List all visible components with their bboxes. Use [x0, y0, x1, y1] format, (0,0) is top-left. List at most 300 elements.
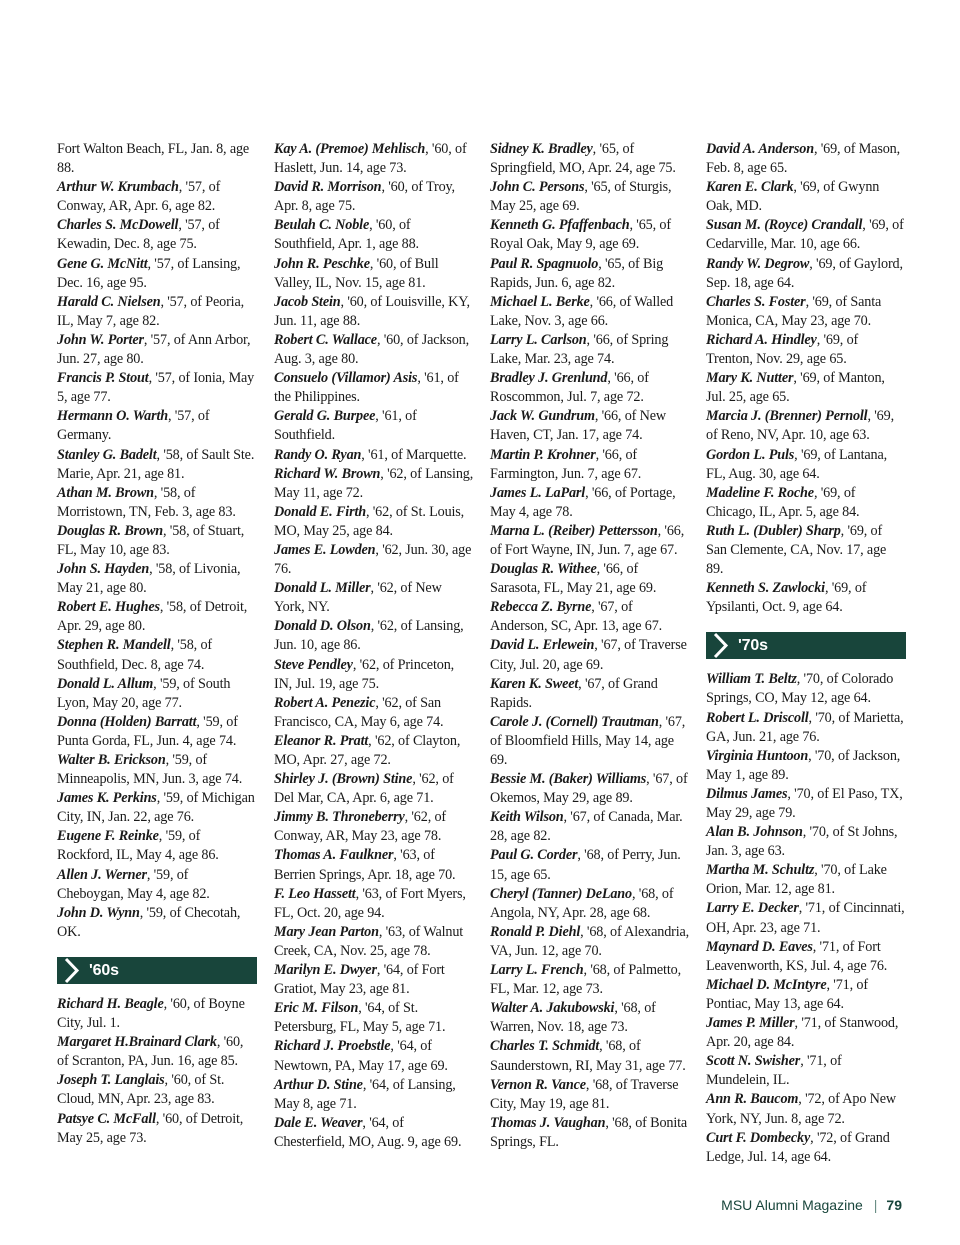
obituary-details: , '66, of Walled Lake, Nov. 3, age 66.: [490, 293, 674, 329]
alumni-name: Thomas A. Faulkner: [274, 847, 394, 864]
column-4: [706, 140, 906, 1167]
obituary-entry: [706, 823, 906, 861]
alumni-name: Alan B. Johnson: [706, 824, 803, 841]
obituary-entry: [274, 732, 474, 770]
alumni-name: Gordon L. Puls: [706, 446, 795, 463]
obituary-details: , '59, of Punta Gorda, FL, Jun. 4, age 74.: [57, 713, 238, 749]
alumni-name: Dilmus James: [706, 785, 788, 802]
obituary-details: , '62, of Lansing, May 11, age 72.: [274, 465, 474, 501]
obituary-entry: [490, 675, 690, 713]
obituary-details: , '57, of Lansing, Dec. 16, age 95.: [57, 255, 241, 291]
obituary-details: , '69, of Gwynn Oak, MD.: [706, 179, 880, 215]
obituary-details: , '68, of Angola, NY, Apr. 28, age 68.: [490, 885, 674, 921]
obituary-details: , '64, of Lansing, May 8, age 71.: [274, 1076, 456, 1112]
obituary-entry: [57, 484, 257, 522]
alumni-name: Karen K. Sweet: [490, 675, 579, 692]
obituary-entry: [490, 484, 690, 522]
obituary-details: , '66, of Fort Wayne, IN, Jun. 7, age 67.: [490, 522, 685, 558]
obituary-details: , '64, of St. Petersburg, FL, May 5, age 71.: [274, 1000, 446, 1036]
obituary-details: , '58, of Morristown, TN, Feb. 3, age 83.: [57, 484, 236, 520]
obituary-details: , '60, of Jackson, Aug. 3, age 80.: [274, 331, 469, 368]
alumni-name: Bradley J. Grenlund: [490, 370, 608, 387]
alumni-name: Shirley J. (Brown) Stine: [274, 771, 413, 788]
alumni-name: Paul R. Spagnuolo: [490, 255, 599, 272]
obituary-details: , '62, of Lansing, Jun. 10, age 86.: [274, 618, 464, 654]
obituary-details: , '59, of Rockford, IL, May 4, age 86.: [57, 828, 219, 864]
alumni-name: Gene G. McNitt: [57, 255, 148, 272]
alumni-name: Arthur W. Krumbach: [57, 179, 179, 196]
obituary-entry: [706, 369, 906, 407]
obituary-entry: [274, 446, 474, 465]
obituary-list-mid-60s: [490, 140, 690, 1152]
obituary-details: , '60, of Haslett, Jun. 14, age 73.: [274, 141, 467, 177]
obituary-entry: [490, 808, 690, 846]
obituary-details: , '68, of Alexandria, VA, Jun. 12, age 70.: [490, 923, 690, 959]
obituary-entry: [57, 995, 257, 1033]
alumni-name: Michael L. Berke: [490, 293, 590, 310]
obituary-details: , '64, of Chesterfield, MO, Aug. 9, age 69.: [274, 1114, 462, 1150]
alumni-name: Richard H. Beagle: [57, 995, 164, 1012]
alumni-name: Robert C. Wallace: [274, 331, 377, 348]
alumni-name: Larry E. Decker: [706, 900, 799, 917]
column-1: [57, 140, 257, 1148]
obituary-details: , '60, of Scranton, PA, Jun. 16, age 85.: [57, 1034, 244, 1070]
section-heading-label: '70s: [738, 637, 768, 655]
obituary-entry: [57, 751, 257, 789]
alumni-name: Donna (Holden) Barratt: [57, 713, 197, 730]
obituary-entry: [490, 770, 690, 808]
obituary-details: , '60, of Boyne City, Jul. 1.: [57, 995, 245, 1032]
alumni-name: Donald D. Olson: [274, 618, 371, 635]
alumni-name: David R. Morrison: [274, 179, 382, 196]
alumni-name: Francis P. Stout: [57, 370, 149, 387]
obituary-details: , '62, of New York, NY.: [274, 580, 442, 616]
obituary-details: , '62, of Princeton, IN, Jul. 19, age 75.: [274, 656, 455, 692]
obituary-details: , '61, of Marquette.: [361, 446, 467, 463]
obituary-details: , '71, of Cincinnati, OH, Apr. 23, age 71.: [706, 900, 905, 936]
alumni-name: Eleanor R. Pratt: [274, 732, 369, 749]
obituary-entry: [706, 579, 906, 617]
alumni-name: Jacob Stein: [274, 293, 341, 310]
obituary-entry: [274, 617, 474, 655]
obituary-entry: [274, 885, 474, 923]
alumni-name: David A. Anderson: [706, 141, 814, 157]
alumni-name: James E. Lowden: [274, 541, 376, 558]
alumni-name: Ruth L. (Dubler) Sharp: [706, 522, 841, 539]
obituary-entry: [274, 255, 474, 293]
alumni-name: Karen E. Clark: [706, 179, 794, 196]
alumni-name: Ann R. Baucom: [706, 1091, 799, 1108]
alumni-name: Thomas J. Vaughan: [490, 1114, 606, 1131]
obituary-entry: [57, 713, 257, 751]
obituary-entry: [57, 560, 257, 598]
obituary-entry: [57, 1071, 257, 1109]
obituary-details: , '72, of Apo New York, NY, Jun. 8, age 72.: [706, 1091, 897, 1127]
obituary-entry: [57, 1033, 257, 1071]
alumni-name: Walter A. Jakubowski: [490, 1000, 615, 1017]
obituary-entry: [274, 503, 474, 541]
magazine-title: MSU Alumni Magazine: [721, 1197, 863, 1213]
obituary-entry: [706, 747, 906, 785]
alumni-name: Donald E. Firth: [274, 503, 366, 520]
obituary-details: , '69, of Ypsilanti, Oct. 9, age 64.: [706, 580, 867, 616]
obituary-entry: [274, 465, 474, 503]
obituary-entry: [706, 899, 906, 937]
obituary-details: , '62, of Del Mar, CA, Apr. 6, age 71.: [274, 771, 454, 807]
obituary-entry: [706, 331, 906, 369]
obituary-entry: [274, 541, 474, 579]
obituary-entry: [706, 1129, 906, 1167]
obituary-entry: [490, 885, 690, 923]
alumni-name: Paul G. Corder: [490, 847, 578, 864]
alumni-name: Charles T. Schmidt: [490, 1038, 600, 1055]
alumni-name: John C. Persons: [490, 179, 585, 196]
obituary-details: , '68, of Perry, Jun. 15, age 65.: [490, 847, 681, 883]
obituary-details: , '59, of Michigan City, IN, Jan. 22, age 76.: [57, 790, 255, 826]
obituary-details: , '67, of Okemos, May 29, age 89.: [490, 771, 688, 807]
obituary-details: , '66, of Portage, May 4, age 78.: [490, 484, 676, 520]
obituary-entry: [490, 923, 690, 961]
alumni-name: John D. Wynn: [57, 904, 140, 921]
alumni-name: Larry L. Carlson: [490, 331, 587, 348]
obituary-entry: [57, 293, 257, 331]
alumni-name: Kay A. (Premoe) Mehlisch: [274, 141, 426, 157]
alumni-name: Cheryl (Tanner) DeLano: [490, 885, 632, 902]
obituary-details: , '62, of Conway, AR, May 23, age 78.: [274, 809, 447, 845]
alumni-name: Richard W. Brown: [274, 465, 381, 482]
obituary-details: , '62, Jun. 30, age 76.: [274, 541, 472, 578]
alumni-name: Curt F. Dombecky: [706, 1129, 811, 1146]
section-heading-60s: [57, 957, 257, 984]
obituary-entry: [274, 331, 474, 369]
obituary-details: , '70, of St Johns, Jan. 3, age 63.: [706, 824, 898, 860]
obituary-entry: [490, 446, 690, 484]
obituary-entry: [706, 709, 906, 747]
alumni-name: Ronald P. Diehl: [490, 923, 581, 940]
alumni-name: F. Leo Hassett: [274, 885, 356, 902]
obituary-entry: [274, 846, 474, 884]
obituary-details: , '67, of Canada, Mar. 28, age 82.: [490, 809, 683, 845]
obituary-details: , '67, of Traverse City, Jul. 20, age 69.: [490, 637, 687, 673]
obituary-details: , '62, of St. Louis, MO, May 25, age 84.: [274, 503, 465, 539]
obituary-details: , '71, of Mundelein, IL.: [706, 1053, 842, 1089]
obituary-entry: [57, 331, 257, 369]
alumni-name: Virginia Huntoon: [706, 747, 809, 764]
section-heading-70s: [706, 632, 906, 659]
obituary-details: , '58, of Stuart, FL, May 10, age 83.: [57, 522, 245, 558]
obituary-details: , '69, of Gaylord, Sep. 18, age 64.: [706, 255, 903, 291]
obituary-entry: [57, 904, 257, 942]
obituary-details: , '57, of Ann Arbor, Jun. 27, age 80.: [57, 331, 251, 368]
obituary-entry: [57, 866, 257, 904]
obituary-details: , '58, of Southfield, Dec. 8, age 74.: [57, 637, 212, 673]
column-3: [490, 140, 690, 1152]
alumni-name: Martha M. Schultz: [706, 862, 815, 879]
obituary-entry: [57, 1110, 257, 1148]
obituary-details: , '72, of Grand Ledge, Jul. 14, age 64.: [706, 1129, 890, 1165]
alumni-name: Richard A. Hindley: [706, 331, 817, 348]
obituary-details: , '68, of Palmetto, FL, Mar. 12, age 73.: [490, 962, 681, 998]
obituary-list-50s: [57, 140, 257, 942]
obituary-details: , '59, of Minneapolis, MN, Jun. 3, age 74.: [57, 752, 243, 788]
alumni-name: Harald C. Nielsen: [57, 293, 161, 310]
obituary-list-60s-continued: [274, 140, 474, 1152]
obituary-details: , '66, of Roscommon, Jul. 7, age 72.: [490, 370, 649, 406]
alumni-name: Patsye C. McFall: [57, 1110, 156, 1127]
obituary-entry: [706, 1052, 906, 1090]
obituary-details: , '70, of El Paso, TX, May 29, age 79.: [706, 785, 903, 821]
alumni-name: Randy O. Ryan: [274, 446, 362, 463]
obituary-details: , '67, of Grand Rapids.: [490, 675, 658, 711]
alumni-name: Marilyn E. Dwyer: [274, 962, 377, 979]
alumni-name: John S. Hayden: [57, 561, 150, 578]
alumni-name: Eugene F. Reinke: [57, 828, 159, 845]
obituary-list-60s-start: [57, 995, 257, 1148]
obituary-details: , '70, of Colorado Springs, CO, May 12, age 64.: [706, 671, 894, 707]
page-number: 79: [886, 1197, 902, 1213]
obituary-entry: [706, 861, 906, 899]
alumni-name: Robert E. Hughes: [57, 599, 160, 616]
obituary-list-70s: [706, 670, 906, 1166]
alumni-name: Sidney K. Bradley: [490, 141, 593, 157]
obituary-entry: [706, 484, 906, 522]
obituary-details: , '62, of Clayton, MO, Apr. 27, age 72.: [274, 732, 461, 768]
obituary-entry: [57, 178, 257, 216]
obituary-entry: [57, 789, 257, 827]
obituary-details: , '66, of Spring Lake, Mar. 23, age 74.: [490, 331, 669, 368]
obituary-entry: [57, 598, 257, 636]
obituary-details: , '59, of South Lyon, May 20, age 77.: [57, 675, 231, 711]
obituary-details: , '70, of Marietta, GA, Jun. 21, age 76.: [706, 709, 904, 745]
obituary-details: , '66, of New Haven, CT, Jan. 17, age 74.: [490, 408, 666, 444]
obituary-details: , '68, of Bonita Springs, FL.: [490, 1114, 688, 1150]
alumni-name: James K. Perkins: [57, 790, 157, 807]
obituary-details: , '63, of Berrien Springs, Apr. 18, age 70.: [274, 847, 456, 883]
alumni-name: William T. Beltz: [706, 671, 797, 688]
obituary-entry: [274, 1076, 474, 1114]
alumni-name: Donald L. Miller: [274, 580, 371, 597]
obituary-entry: [490, 255, 690, 293]
obituary-entry: [490, 1076, 690, 1114]
obituary-entry: [706, 976, 906, 1014]
obituary-entry: [57, 407, 257, 445]
alumni-name: Charles S. McDowell: [57, 217, 179, 234]
obituary-details: , '70, of Jackson, May 1, age 89.: [706, 747, 901, 783]
obituary-entry: [490, 1037, 690, 1075]
obituary-entry: [274, 579, 474, 617]
obituary-details: , '69, of Trenton, Nov. 29, age 65.: [706, 331, 859, 368]
obituary-entry: [57, 827, 257, 865]
alumni-name: John R. Peschke: [274, 255, 370, 272]
obituary-entry: [57, 675, 257, 713]
alumni-name: Margaret H.Brainard Clark: [57, 1034, 217, 1051]
obituary-details: , '61, of the Philippines.: [274, 370, 459, 406]
obituary-entry: [706, 1014, 906, 1052]
obituary-entry: [490, 713, 690, 770]
alumni-name: Rebecca Z. Byrne: [490, 599, 592, 616]
page-footer: [721, 1197, 902, 1213]
obituary-details: , '62, of San Francisco, CA, May 6, age 74.: [274, 694, 444, 730]
alumni-name: Maynard D. Eaves: [706, 938, 813, 955]
obituary-entry: [274, 923, 474, 961]
obituary-details: , '60, of Louisville, KY, Jun. 11, age 88.: [274, 293, 470, 329]
obituary-details: , '65, of Big Rapids, Jun. 6, age 82.: [490, 255, 664, 291]
obituary-details: Fort Walton Beach, FL, Jan. 8, age 88.: [57, 141, 250, 177]
obituary-entry: [490, 846, 690, 884]
obituary-entry: [706, 785, 906, 823]
obituary-details: , '59, of Cheboygan, May 4, age 82.: [57, 866, 210, 902]
obituary-entry: [274, 407, 474, 445]
alumni-name: Charles S. Foster: [706, 293, 806, 310]
obituary-details: , '69, of San Clemente, CA, Nov. 17, age 89.: [706, 522, 887, 578]
obituary-entry: [706, 938, 906, 976]
obituary-details: , '71, of Stanwood, Apr. 20, age 84.: [706, 1015, 899, 1051]
obituary-details: , '58, of Sault Ste. Marie, Apr. 21, age 81.: [57, 446, 255, 482]
alumni-name: Eric M. Filson: [274, 1000, 359, 1017]
obituary-entry: [274, 961, 474, 999]
obituary-details: , '63, of Fort Myers, FL, Oct. 20, age 94.: [274, 885, 466, 921]
obituary-entry: [490, 216, 690, 254]
alumni-name: Bessie M. (Baker) Williams: [490, 771, 647, 788]
alumni-name: Athan M. Brown: [57, 484, 154, 501]
alumni-name: Mary K. Nutter: [706, 370, 794, 387]
alumni-name: Madeline F. Roche: [706, 484, 814, 501]
alumni-name: Steve Pendley: [274, 656, 353, 673]
alumni-name: Hermann O. Warth: [57, 408, 169, 425]
alumni-name: Douglas R. Withee: [490, 561, 597, 578]
obituary-entry: [274, 140, 474, 178]
obituary-entry: [706, 293, 906, 331]
obituary-details: , '66, of Sarasota, FL, May 21, age 69.: [490, 561, 657, 597]
obituary-details: , '63, of Walnut Creek, CA, Nov. 25, age 78.: [274, 923, 464, 959]
obituary-entry: [706, 255, 906, 293]
obituary-details: , '64, of Fort Gratiot, May 23, age 81.: [274, 962, 445, 998]
obituary-details: , '68, of Traverse City, May 19, age 81.: [490, 1076, 679, 1112]
obituary-details: , '60, of Detroit, May 25, age 73.: [57, 1110, 244, 1146]
alumni-name: David L. Erlewein: [490, 637, 595, 654]
obituary-entry: [274, 293, 474, 331]
alumni-name: Larry L. French: [490, 962, 584, 979]
footer-separator: |: [873, 1197, 878, 1213]
alumni-name: Keith Wilson: [490, 809, 564, 826]
alumni-name: Richard J. Proebstle: [274, 1038, 391, 1055]
alumni-name: John W. Porter: [57, 331, 144, 348]
obituary-entry: [706, 407, 906, 445]
obituary-entry: [57, 140, 257, 178]
obituary-entry: [490, 522, 690, 560]
obituary-details: , '69, of Manton, Jul. 25, age 65.: [706, 370, 885, 406]
alumni-name: Randy W. Degrow: [706, 255, 810, 272]
alumni-name: Donald L. Allum: [57, 675, 154, 692]
obituary-entry: [490, 331, 690, 369]
obituary-details: , '69, of Chicago, IL, Apr. 5, age 84.: [706, 484, 860, 520]
alumni-name: Marcia J. (Brenner) Pernoll: [706, 408, 868, 425]
alumni-name: Mary Jean Parton: [274, 923, 379, 940]
obituary-entry: [490, 1114, 690, 1152]
obituary-details: , '61, of Southfield.: [274, 408, 417, 444]
obituary-details: , '64, of Newtown, PA, May 17, age 69.: [274, 1038, 448, 1074]
alumni-name: James L. LaParl: [490, 484, 586, 501]
alumni-name: Jimmy B. Throneberry: [274, 809, 405, 826]
obituary-entry: [706, 140, 906, 178]
obituary-details: , '60, of Southfield, Apr. 1, age 88.: [274, 217, 419, 253]
obituary-entry: [274, 369, 474, 407]
column-2: [274, 140, 474, 1152]
alumni-name: Jack W. Gundrum: [490, 408, 595, 425]
obituary-entry: [490, 999, 690, 1037]
obituary-details: , '60, of Troy, Apr. 8, age 75.: [274, 179, 455, 215]
obituary-details: , '58, of Detroit, Apr. 29, age 80.: [57, 599, 248, 635]
obituary-details: , '65, of Sturgis, May 25, age 69.: [490, 179, 672, 215]
obituary-details: , '67, of Bloomfield Hills, May 14, age 69.: [490, 713, 686, 768]
alumni-name: Kenneth G. Pfaffenbach: [490, 217, 630, 234]
obituary-details: , '68, of Saunderstown, RI, May 31, age 77.: [490, 1038, 686, 1074]
alumni-name: Martin P. Krohner: [490, 446, 596, 463]
alumni-name: Douglas R. Brown: [57, 522, 164, 539]
obituary-entry: [490, 961, 690, 999]
obituary-entry: [57, 255, 257, 293]
alumni-name: Kenneth S. Zawlocki: [706, 580, 825, 597]
obituary-details: , '69, of Mason, Feb. 8, age 65.: [706, 141, 901, 177]
obituary-details: , '57, of Kewadin, Dec. 8, age 75.: [57, 217, 220, 253]
obituary-details: , '57, of Germany.: [57, 408, 210, 444]
alumni-name: Stephen R. Mandell: [57, 637, 171, 654]
obituary-details: , '60, of Bull Valley, IL, Nov. 15, age 81.: [274, 255, 439, 291]
alumni-name: James P. Miller: [706, 1015, 795, 1032]
obituary-details: , '71, of Fort Leavenworth, KS, Jul. 4, age 76.: [706, 938, 888, 974]
alumni-name: Scott N. Swisher: [706, 1053, 801, 1070]
obituary-details: , '58, of Livonia, May 21, age 80.: [57, 561, 241, 597]
section-heading-label: '60s: [89, 961, 119, 979]
obituary-entry: [57, 446, 257, 484]
obituary-entry: [274, 656, 474, 694]
alumni-name: Michael D. McIntyre: [706, 976, 827, 993]
obituary-details: , '69, of Cedarville, Mar. 10, age 66.: [706, 217, 904, 253]
obituary-details: , '69, of Reno, NV, Apr. 10, age 63.: [706, 408, 894, 444]
obituary-entry: [490, 598, 690, 636]
chevron-right-icon: [60, 957, 82, 984]
obituary-details: , '69, of Santa Monica, CA, May 23, age 70.: [706, 293, 882, 329]
alumni-name: Arthur D. Stine: [274, 1076, 363, 1093]
obituary-entry: [57, 369, 257, 407]
alumni-name: Robert A. Penezic: [274, 694, 376, 711]
alumni-name: Carole J. (Cornell) Trautman: [490, 713, 659, 730]
obituary-entry: [490, 636, 690, 674]
alumni-name: Vernon R. Vance: [490, 1076, 586, 1093]
obituary-details: , '60, of St. Cloud, MN, Apr. 23, age 83.: [57, 1072, 225, 1108]
obituary-details: , '68, of Warren, Nov. 18, age 73.: [490, 1000, 656, 1036]
alumni-name: Consuelo (Villamor) Asis: [274, 370, 418, 387]
obituary-entry: [490, 178, 690, 216]
obituary-entry: [706, 178, 906, 216]
obituary-details: , '67, of Anderson, SC, Apr. 13, age 67.: [490, 599, 663, 635]
obituary-entry: [274, 694, 474, 732]
obituary-details: , '69, of Lantana, FL, Aug. 30, age 64.: [706, 446, 888, 482]
obituary-entry: [57, 216, 257, 254]
obituary-entry: [274, 808, 474, 846]
obituary-entry: [706, 670, 906, 708]
obituary-entry: [274, 770, 474, 808]
obituary-details: , '65, of Royal Oak, May 9, age 69.: [490, 217, 671, 253]
alumni-name: Beulah C. Noble: [274, 217, 370, 234]
alumni-name: Robert L. Driscoll: [706, 709, 809, 726]
obituary-entry: [490, 407, 690, 445]
obituary-entry: [706, 446, 906, 484]
obituary-entry: [490, 369, 690, 407]
obituary-entry: [274, 1037, 474, 1075]
chevron-right-icon: [709, 632, 731, 659]
obituary-entry: [57, 522, 257, 560]
